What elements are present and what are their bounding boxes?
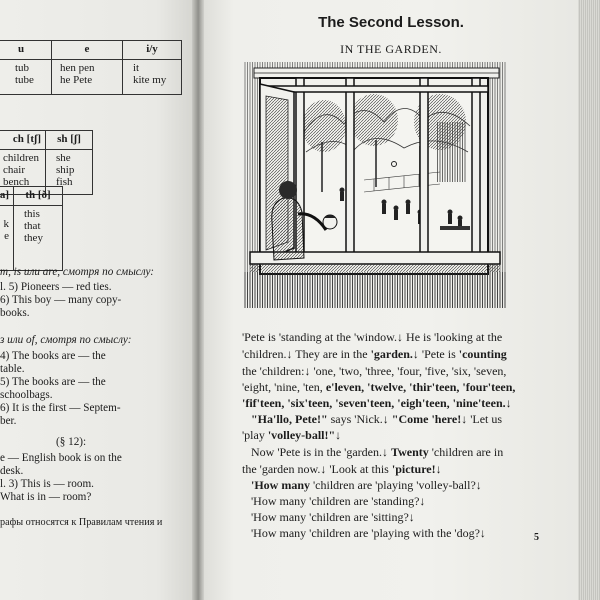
- text-line: [242, 461, 442, 477]
- text-line: [242, 477, 482, 493]
- lesson-title: The Second Lesson.: [318, 14, 464, 31]
- table-header: i/y: [123, 41, 182, 60]
- text-line: [242, 363, 506, 379]
- exercise-line: l. 5) Pioneers — red ties.: [0, 281, 112, 293]
- exercise-line: 5) The books are — the: [0, 376, 106, 388]
- exercise-line: 4) The books are — the: [0, 350, 106, 362]
- text-line: [242, 493, 425, 509]
- table-header: u: [0, 41, 52, 60]
- text-run: ↓ 'Let us: [461, 412, 503, 426]
- text-run: 'How many 'children are 'standing?↓: [242, 494, 426, 508]
- exercise-line: What is in — room?: [0, 491, 92, 503]
- bold-text-run: 'counting: [458, 347, 507, 361]
- bold-text-run: 'picture!: [391, 462, 436, 476]
- exercise-instruction: (§ 12):: [56, 436, 87, 448]
- table-cell: it kite my: [123, 60, 182, 95]
- exercise-line: ber.: [0, 415, 17, 427]
- table-header: sh [ʃ]: [46, 131, 93, 150]
- text-run: ↓ 'Pete is: [412, 347, 459, 361]
- exercise-line: table.: [0, 363, 25, 375]
- exercise-line: 6) It is the first — Septem-: [0, 402, 121, 414]
- exercise-line: l. 3) This is — room.: [0, 478, 94, 490]
- text-run: the 'garden now.↓ 'Look at this: [242, 462, 392, 476]
- text-run: 'How many 'children are 'playing with the 'dog?↓: [242, 526, 486, 540]
- text-run: 'children are 'playing 'volley-ball?↓: [310, 478, 482, 492]
- page-stack-edge: [578, 0, 600, 600]
- page-number: 5: [534, 532, 539, 543]
- bold-text-run: 'fif'teen, 'six'teen, 'seven'teen, 'eigh'teen, 'nine'teen.: [242, 396, 506, 410]
- bold-text-run: "Ha'llo, Pete!": [242, 412, 328, 426]
- phonetics-table-vowels: [0, 40, 182, 95]
- footnote: рафы относятся к Правилам чтения и: [0, 517, 163, 528]
- text-run: 'Pete is 'standing at the 'window.↓ He is 'looking at the: [242, 330, 503, 344]
- table-header: e: [52, 41, 123, 60]
- bold-text-run: "Come 'here!: [391, 412, 462, 426]
- exercise-line: desk.: [0, 465, 24, 477]
- exercise-line: 6) This boy — many copy-: [0, 294, 122, 306]
- text-run: ↓: [435, 462, 442, 476]
- table-header: ch [tʃ]: [0, 131, 46, 150]
- left-page: [0, 0, 196, 600]
- text-run: ↓: [335, 428, 342, 442]
- bold-text-run: 'How many: [242, 478, 311, 492]
- text-line: [242, 395, 512, 411]
- bold-text-run: 'garden.: [370, 347, 413, 361]
- text-run: 'eight, 'nine, 'ten,: [242, 380, 326, 394]
- phonetics-table-th: [0, 186, 63, 271]
- right-page: [204, 0, 578, 600]
- exercise-line: e — English book is on the: [0, 452, 122, 464]
- table-cell: k e: [0, 206, 14, 271]
- text-line: [242, 444, 503, 460]
- text-run: 'How many 'children are 'sitting?↓: [242, 510, 415, 524]
- table-cell: tub tube: [0, 60, 52, 95]
- table-cell: children chair bench: [0, 150, 46, 195]
- bold-text-run: 'volley-ball!": [267, 428, 336, 442]
- table-cell: she ship fish: [46, 150, 93, 195]
- text-run: the 'children:↓ 'one, 'two, 'three, 'four, 'five, 'six, 'seven,: [242, 364, 507, 378]
- table-header: a]: [0, 187, 14, 206]
- text-run: says 'Nick.↓: [327, 412, 392, 426]
- text-run: ↓: [505, 396, 512, 410]
- boy-at-window-garden-illustration: [244, 62, 506, 308]
- text-line: [242, 427, 341, 443]
- exercise-line: books.: [0, 307, 30, 319]
- text-run: 'play: [242, 428, 268, 442]
- text-line: [242, 329, 502, 345]
- exercise-instruction: з или of, смотря по смыслу:: [0, 334, 132, 346]
- table-header: th [ð]: [14, 187, 63, 206]
- bold-text-run: Twenty: [390, 445, 429, 459]
- table-cell: this that they: [14, 206, 63, 271]
- lesson-subtitle: IN THE GARDEN.: [340, 42, 442, 56]
- text-line: [242, 509, 415, 525]
- exercise-instruction: m, is или are, смотря по смыслу:: [0, 266, 155, 278]
- text-line: [242, 411, 502, 427]
- text-run: 'children.↓ They are in the: [242, 347, 371, 361]
- text-line: [242, 379, 515, 395]
- text-run: Now 'Pete is in the 'garden.↓: [242, 445, 391, 459]
- text-line: [242, 525, 486, 541]
- bold-text-run: e'leven, 'twelve, 'thir'teen, 'four'teen,: [325, 380, 516, 394]
- text-line: [242, 346, 507, 362]
- text-run: 'children are in: [428, 445, 504, 459]
- exercise-line: schoolbags.: [0, 389, 53, 401]
- table-cell: hen pen he Pete: [52, 60, 123, 95]
